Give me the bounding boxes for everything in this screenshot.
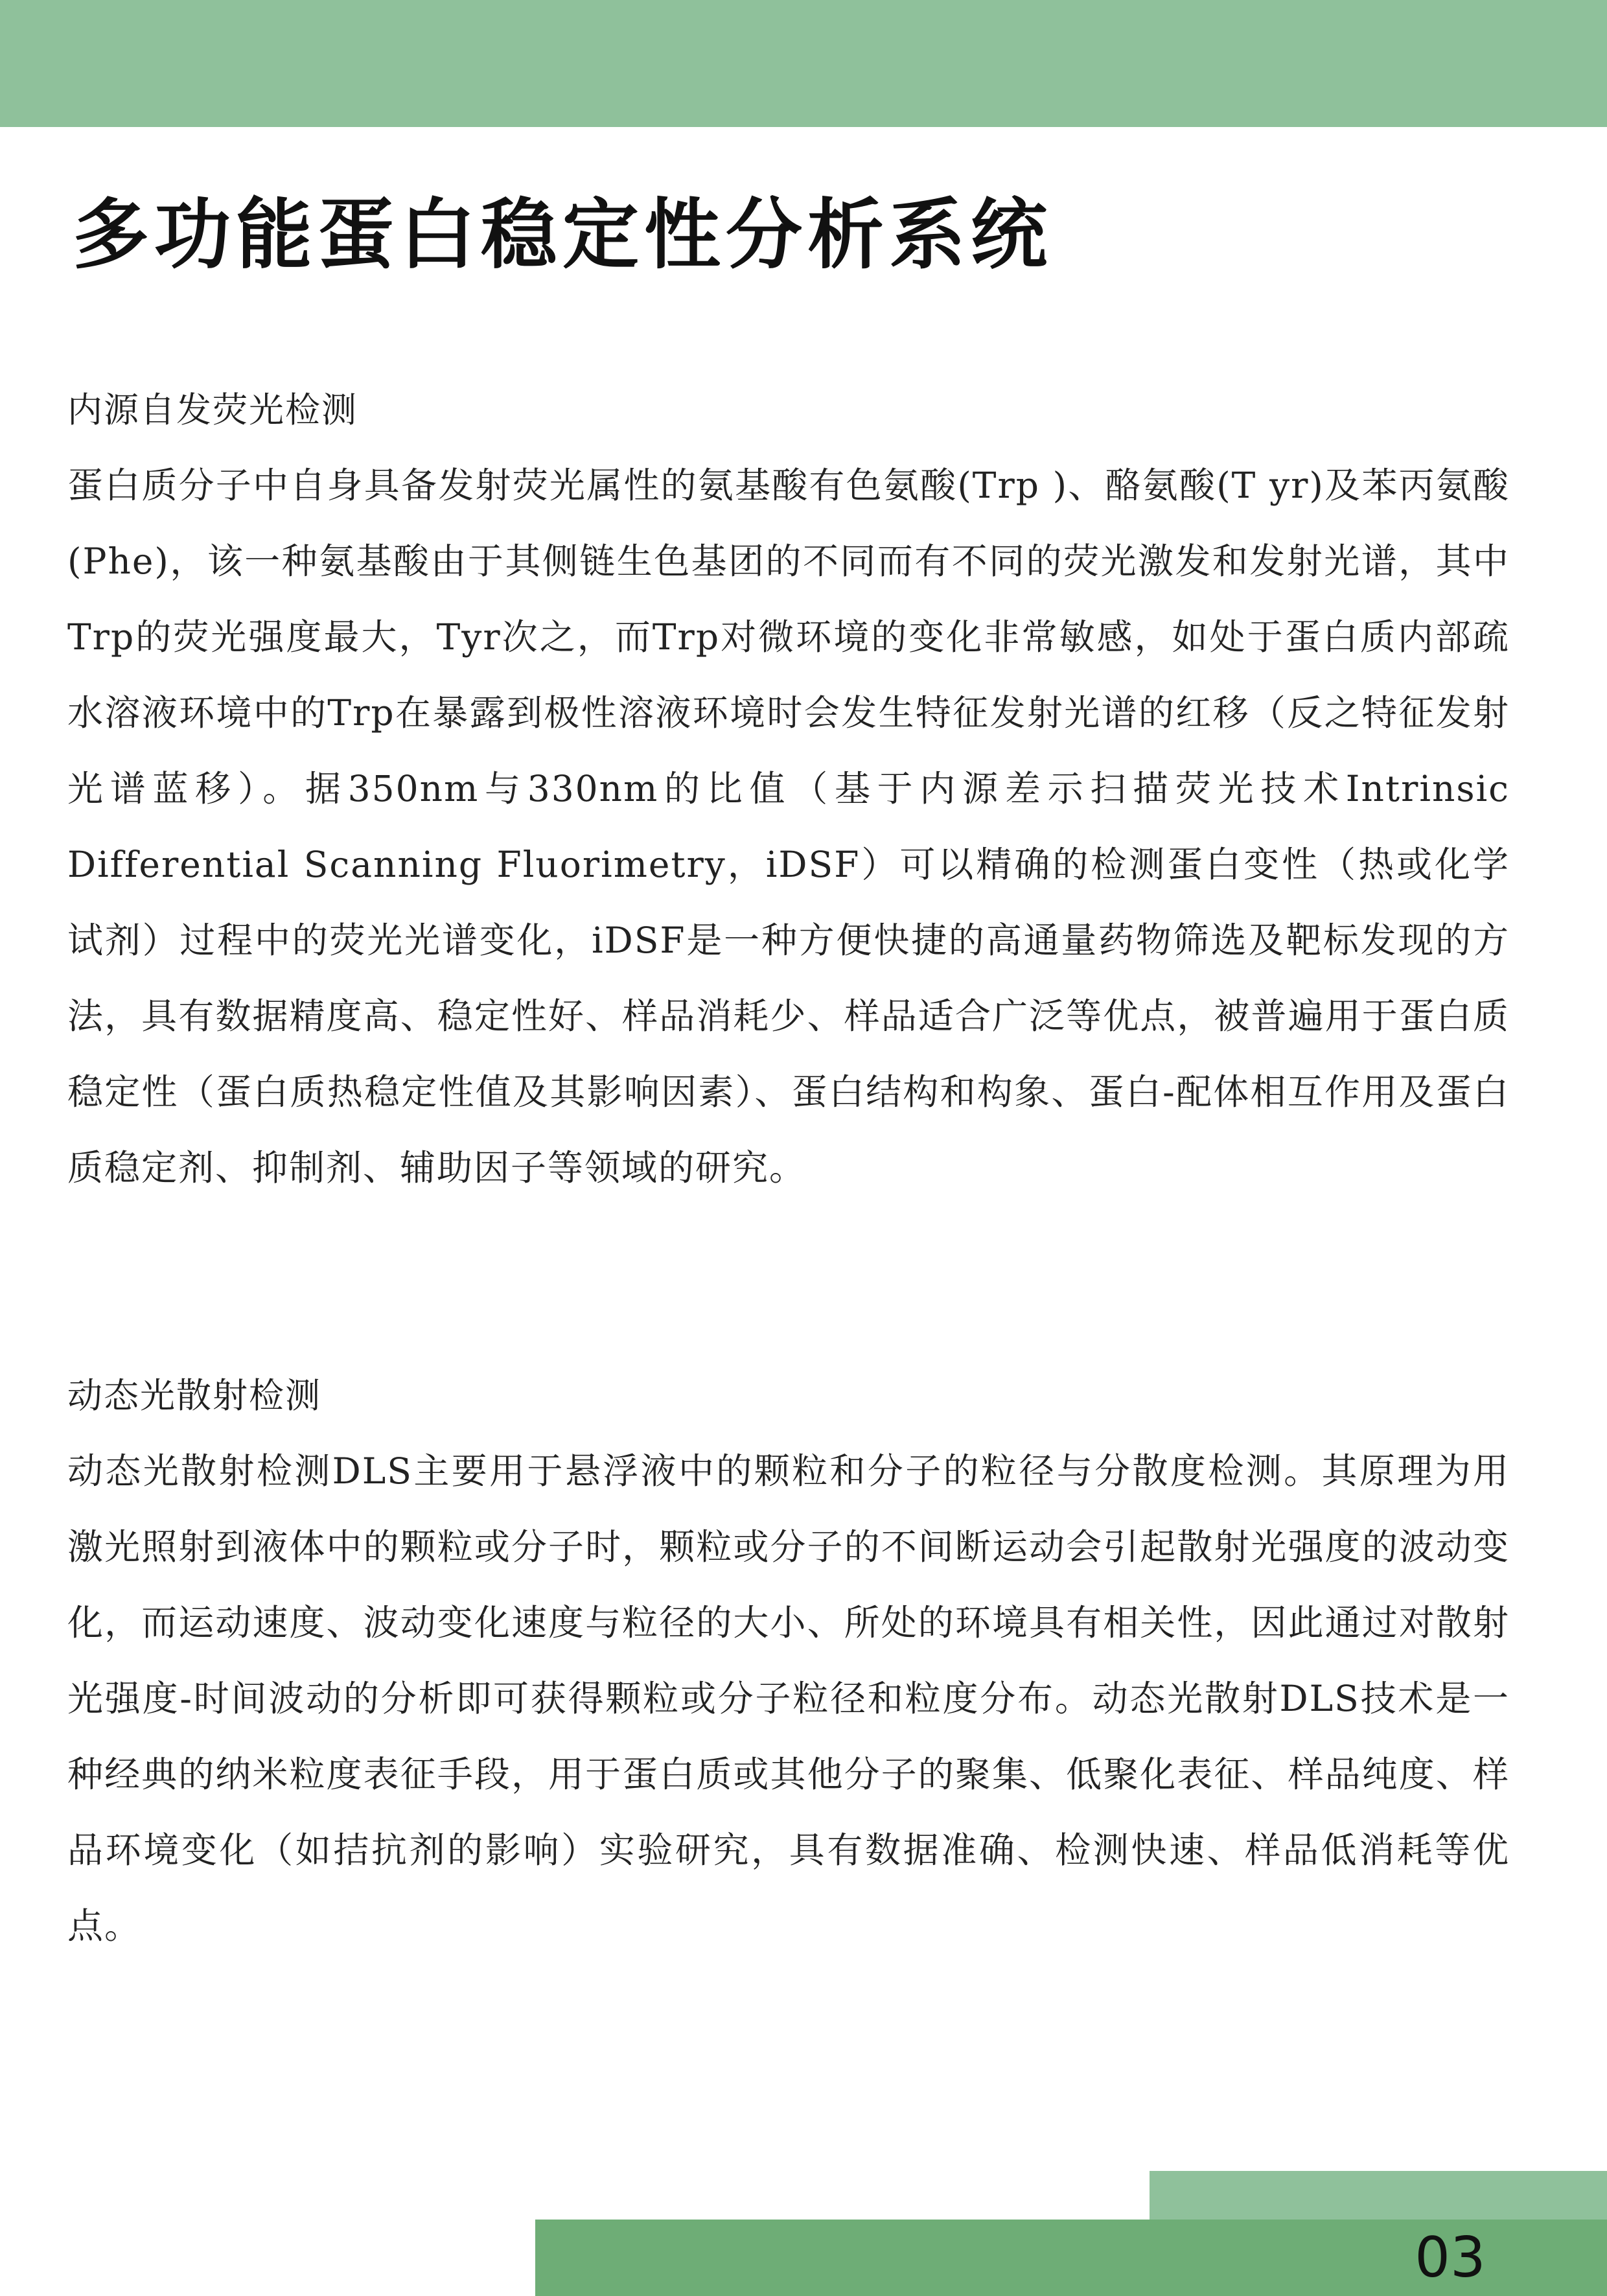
top-decorative-band xyxy=(0,0,1607,127)
page-title: 多功能蛋白稳定性分析系统 xyxy=(73,190,1053,279)
section-intrinsic-fluorescence xyxy=(67,373,1510,1206)
bottom-decorative-band-light xyxy=(1150,2171,1607,2220)
section-heading: 内源自发荧光检测 xyxy=(67,389,358,430)
section-body: 动态光散射检测DLS主要用于悬浮液中的颗粒和分子的粒径与分散度检测。其原理为用激光照射到液体中的颗粒或分子时，颗粒或分子的不间断运动会引起散射光强度的波动变化，而运动速度、波动变化速度与粒径的大小、所处的环境具有相关性，因此通过对散射光强度-时间波动的分析即可获得颗粒或分子粒径和粒度分布。动态光散射DLS技术是一种经典的纳米粒度表征手段，用于蛋白质或其他分子的聚集、低聚化表征、样品纯度、样品环境变化（如拮抗剂的影响）实验研究，具有数据准确、检测快速、样品低消耗等优点。 xyxy=(67,1450,1510,1947)
page-number: 03 xyxy=(1415,2225,1486,2290)
section-heading: 动态光散射检测 xyxy=(67,1375,321,1416)
section-body: 蛋白质分子中自身具备发射荧光属性的氨基酸有色氨酸(Trp )、酪氨酸(T yr)及苯丙氨酸(Phe)，该一种氨基酸由于其侧链生色基团的不同而有不同的荧光激发和发射光谱，其中Trp的荧光强度最大，Tyr次之，而Trp对微环境的变化非常敏感，如处于蛋白质内部疏水溶液环境中的Trp在暴露到极性溶液环境时会发生特征发射光谱的红移（反之特征发射光谱蓝移）。据350nm与330nm的比值（基于内源差示扫描荧光技术Intrinsic Differential Scanning Fluorimetry，iDSF）可以精确的检测蛋白变性（热或化学试剂）过程中的荧光光谱变化，iDSF是一种方便快捷的高通量药物筛选及靶标发现的方法，具有数据精度高、稳定性好、样品消耗少、样品适合广泛等优点，被普遍用于蛋白质稳定性（蛋白质热稳定性值及其影响因素）、蛋白结构和构象、蛋白-配体相互作用及蛋白质稳定剂、抑制剂、辅助因子等领域的研究。 xyxy=(67,465,1510,1189)
section-dynamic-light-scattering xyxy=(67,1358,1510,1964)
